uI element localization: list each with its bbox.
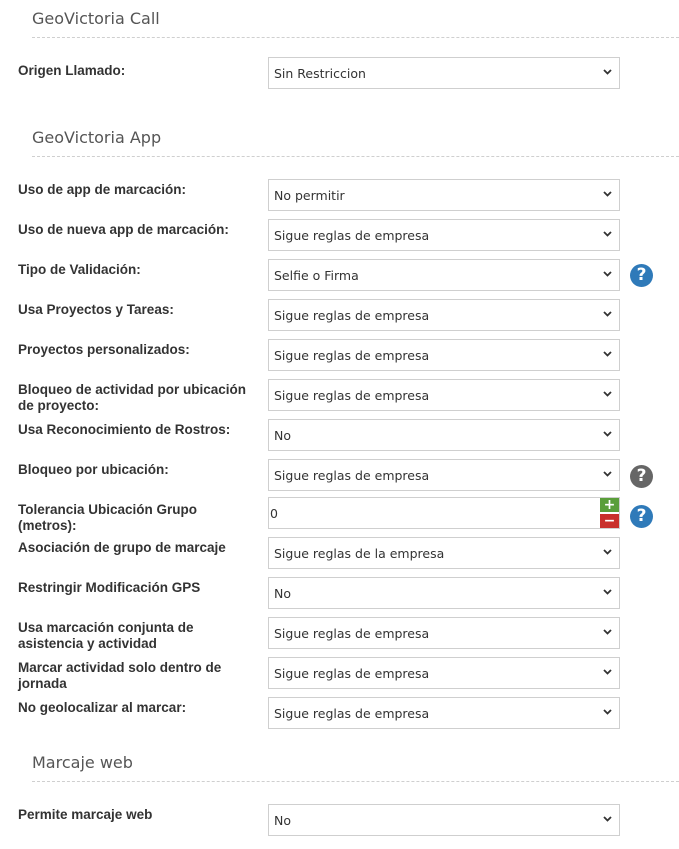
origen-llamado-select[interactable]	[268, 57, 620, 89]
label-proyectos-tareas: Usa Proyectos y Tareas:	[18, 302, 174, 317]
proyectos-personalizados-select[interactable]	[268, 339, 620, 371]
input-value: 0	[270, 505, 278, 521]
select-value: No	[274, 812, 291, 828]
section-title-call: GeoVictoria Call	[32, 9, 160, 28]
uso-nueva-app-select[interactable]	[268, 219, 620, 251]
label-no-geolocalizar: No geolocalizar al marcar:	[18, 700, 187, 715]
select-value: Sigue reglas de empresa	[274, 347, 430, 363]
select-value: Sigue reglas de empresa	[274, 307, 430, 323]
chevron-down-icon	[603, 471, 612, 477]
label-bloqueo-actividad: Bloqueo de actividad por ubicación de proyecto:	[18, 382, 247, 413]
chevron-down-icon	[603, 391, 612, 397]
tolerancia-input[interactable]	[268, 497, 620, 529]
chevron-down-icon	[603, 351, 612, 357]
question-circle-icon[interactable]: ?	[630, 264, 653, 287]
select-value: No permitir	[274, 187, 345, 203]
select-value: No	[274, 585, 291, 601]
label-marcaje-web: Permite marcaje web	[18, 807, 153, 822]
section-divider	[32, 37, 679, 38]
select-value: Sin Restriccion	[274, 65, 366, 81]
marcaje-web-select[interactable]	[268, 804, 620, 836]
reconocimiento-rostros-select[interactable]	[268, 419, 620, 451]
chevron-down-icon	[603, 69, 612, 75]
decrement-button[interactable]: −	[600, 514, 619, 528]
label-tipo-validacion: Tipo de Validación:	[18, 262, 141, 277]
chevron-down-icon	[603, 549, 612, 555]
uso-app-select[interactable]	[268, 179, 620, 211]
tolerancia-stepper[interactable]	[600, 498, 619, 528]
increment-button[interactable]: +	[600, 498, 619, 512]
section-divider	[32, 781, 679, 782]
restringir-gps-select[interactable]	[268, 577, 620, 609]
label-actividad-jornada: Marcar actividad solo dentro de jornada	[18, 660, 222, 691]
label-bloqueo-ubicacion: Bloqueo por ubicación:	[18, 462, 169, 477]
chevron-down-icon	[603, 191, 612, 197]
chevron-down-icon	[603, 431, 612, 437]
proyectos-tareas-select[interactable]	[268, 299, 620, 331]
chevron-down-icon	[603, 816, 612, 822]
question-circle-icon[interactable]: ?	[630, 465, 653, 488]
chevron-down-icon	[603, 709, 612, 715]
chevron-down-icon	[603, 589, 612, 595]
label-marcacion-conjunta: Usa marcación conjunta de asistencia y actividad	[18, 620, 194, 651]
select-value: Sigue reglas de la empresa	[274, 545, 445, 561]
marcacion-conjunta-select[interactable]	[268, 617, 620, 649]
section-title-app: GeoVictoria App	[32, 128, 162, 147]
question-circle-icon[interactable]: ?	[630, 505, 653, 528]
chevron-down-icon	[603, 629, 612, 635]
bloqueo-actividad-select[interactable]	[268, 379, 620, 411]
chevron-down-icon	[603, 231, 612, 237]
label-proyectos-personalizados: Proyectos personalizados:	[18, 342, 190, 357]
select-value: No	[274, 427, 291, 443]
actividad-jornada-select[interactable]	[268, 657, 620, 689]
select-value: Sigue reglas de empresa	[274, 625, 430, 641]
chevron-down-icon	[603, 669, 612, 675]
label-asociacion-grupo: Asociación de grupo de marcaje	[18, 540, 226, 555]
chevron-down-icon	[603, 311, 612, 317]
select-value: Sigue reglas de empresa	[274, 227, 430, 243]
section-divider	[32, 156, 679, 157]
no-geolocalizar-select[interactable]	[268, 697, 620, 729]
chevron-down-icon	[603, 271, 612, 277]
label-origen-llamado: Origen Llamado:	[18, 63, 126, 78]
select-value: Selfie o Firma	[274, 267, 359, 283]
tipo-validacion-select[interactable]	[268, 259, 620, 291]
select-value: Sigue reglas de empresa	[274, 705, 430, 721]
label-uso-app: Uso de app de marcación:	[18, 182, 187, 197]
label-restringir-gps: Restringir Modificación GPS	[18, 580, 201, 595]
bloqueo-ubicacion-select[interactable]	[268, 459, 620, 491]
asociacion-grupo-select[interactable]	[268, 537, 620, 569]
label-reconocimiento-rostros: Usa Reconocimiento de Rostros:	[18, 422, 231, 437]
label-uso-nueva-app: Uso de nueva app de marcación:	[18, 222, 229, 237]
select-value: Sigue reglas de empresa	[274, 387, 430, 403]
select-value: Sigue reglas de empresa	[274, 665, 430, 681]
label-tolerancia: Tolerancia Ubicación Grupo (metros):	[18, 502, 198, 533]
section-title-web: Marcaje web	[32, 753, 133, 772]
select-value: Sigue reglas de empresa	[274, 467, 430, 483]
